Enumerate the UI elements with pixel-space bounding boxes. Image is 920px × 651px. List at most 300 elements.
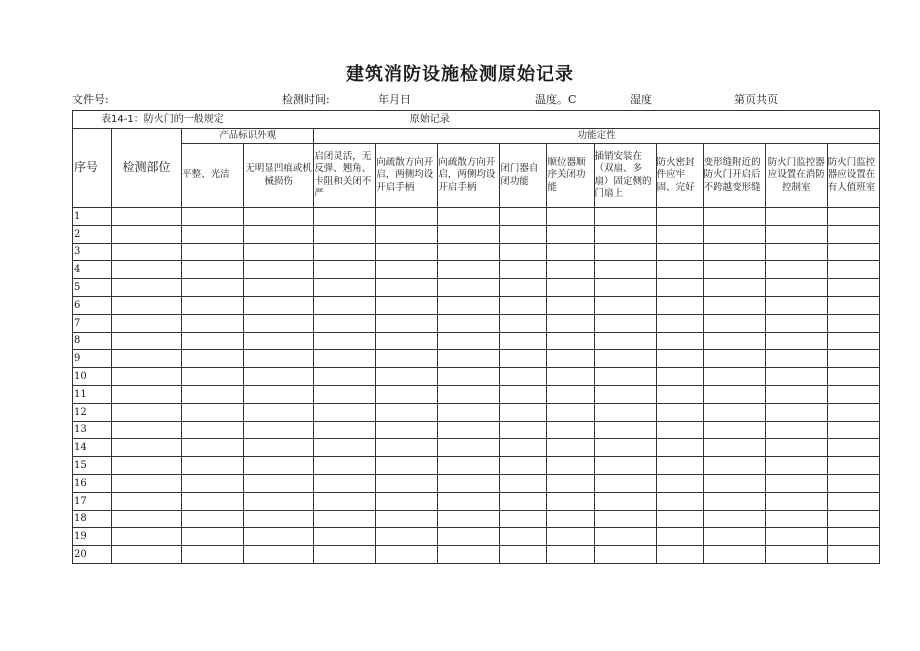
entry-cell[interactable] <box>438 332 500 350</box>
data-rows <box>73 208 880 564</box>
entry-cell[interactable] <box>244 368 314 386</box>
entry-cell[interactable] <box>827 457 879 475</box>
entry-cell[interactable] <box>827 528 879 546</box>
entry-cell[interactable] <box>244 261 314 279</box>
entry-cell[interactable] <box>656 439 703 457</box>
entry-cell[interactable] <box>376 225 438 243</box>
entry-cell[interactable] <box>314 332 376 350</box>
entry-cell[interactable] <box>703 439 765 457</box>
entry-cell[interactable] <box>703 403 765 421</box>
entry-cell[interactable] <box>112 243 182 261</box>
entry-cell[interactable] <box>112 385 182 403</box>
entry-cell[interactable] <box>314 261 376 279</box>
row-number: 18 <box>73 510 112 528</box>
entry-cell[interactable] <box>703 350 765 368</box>
entry-cell[interactable] <box>547 279 594 297</box>
entry-cell[interactable] <box>594 279 656 297</box>
entry-cell[interactable] <box>547 368 594 386</box>
entry-cell[interactable] <box>244 314 314 332</box>
entry-cell[interactable] <box>376 279 438 297</box>
entry-cell[interactable] <box>314 296 376 314</box>
entry-cell[interactable] <box>500 261 547 279</box>
entry-cell[interactable] <box>547 403 594 421</box>
entry-cell[interactable] <box>376 243 438 261</box>
entry-cell[interactable] <box>314 225 376 243</box>
entry-cell[interactable] <box>244 350 314 368</box>
col-header-flat-clean: 平整、光洁 <box>182 144 244 208</box>
entry-cell[interactable] <box>244 385 314 403</box>
table-caption <box>73 111 880 129</box>
entry-cell[interactable] <box>182 492 244 510</box>
entry-cell[interactable] <box>244 474 314 492</box>
entry-cell[interactable] <box>656 528 703 546</box>
entry-cell[interactable] <box>500 350 547 368</box>
entry-cell[interactable] <box>244 546 314 564</box>
entry-cell[interactable] <box>703 492 765 510</box>
entry-cell[interactable] <box>314 368 376 386</box>
entry-cell[interactable] <box>376 474 438 492</box>
row-number: 7 <box>73 314 112 332</box>
entry-cell[interactable] <box>547 474 594 492</box>
entry-cell[interactable] <box>547 296 594 314</box>
entry-cell[interactable] <box>182 208 244 226</box>
entry-cell[interactable] <box>500 421 547 439</box>
entry-cell[interactable] <box>112 332 182 350</box>
entry-cell[interactable] <box>594 261 656 279</box>
entry-cell[interactable] <box>500 332 547 350</box>
entry-cell[interactable] <box>594 314 656 332</box>
row-number: 17 <box>73 492 112 510</box>
entry-cell[interactable] <box>594 350 656 368</box>
entry-cell[interactable] <box>182 296 244 314</box>
entry-cell[interactable] <box>594 368 656 386</box>
entry-cell[interactable] <box>703 474 765 492</box>
entry-cell[interactable] <box>827 510 879 528</box>
entry-cell[interactable] <box>827 492 879 510</box>
entry-cell[interactable] <box>438 439 500 457</box>
entry-cell[interactable] <box>438 457 500 475</box>
entry-cell[interactable] <box>182 243 244 261</box>
sequence-header: 序号 <box>73 129 112 208</box>
entry-cell[interactable] <box>656 474 703 492</box>
entry-cell[interactable] <box>182 439 244 457</box>
entry-cell[interactable] <box>547 528 594 546</box>
entry-cell[interactable] <box>182 474 244 492</box>
entry-cell[interactable] <box>765 474 827 492</box>
entry-cell[interactable] <box>112 279 182 297</box>
table-row <box>73 314 880 332</box>
entry-cell[interactable] <box>827 546 879 564</box>
entry-cell[interactable] <box>703 279 765 297</box>
entry-cell[interactable] <box>765 492 827 510</box>
entry-cell[interactable] <box>438 261 500 279</box>
entry-cell[interactable] <box>182 421 244 439</box>
entry-cell[interactable] <box>500 208 547 226</box>
entry-cell[interactable] <box>594 439 656 457</box>
entry-cell[interactable] <box>500 314 547 332</box>
entry-cell[interactable] <box>244 296 314 314</box>
entry-cell[interactable] <box>112 261 182 279</box>
table-row <box>73 385 880 403</box>
entry-cell[interactable] <box>827 279 879 297</box>
entry-cell[interactable] <box>182 350 244 368</box>
page-count-label: 第页共页 <box>734 93 778 106</box>
entry-cell[interactable] <box>438 474 500 492</box>
entry-cell[interactable] <box>594 296 656 314</box>
entry-cell[interactable] <box>827 421 879 439</box>
entry-cell[interactable] <box>314 528 376 546</box>
table-row <box>73 243 880 261</box>
entry-cell[interactable] <box>594 332 656 350</box>
entry-cell[interactable] <box>765 403 827 421</box>
entry-cell[interactable] <box>314 243 376 261</box>
entry-cell[interactable] <box>314 350 376 368</box>
entry-cell[interactable] <box>182 368 244 386</box>
entry-cell[interactable] <box>112 528 182 546</box>
entry-cell[interactable] <box>500 368 547 386</box>
entry-cell[interactable] <box>112 368 182 386</box>
entry-cell[interactable] <box>112 439 182 457</box>
entry-cell[interactable] <box>438 279 500 297</box>
file-number-label: 文件号: <box>72 93 109 106</box>
entry-cell[interactable] <box>244 279 314 297</box>
entry-cell[interactable] <box>244 510 314 528</box>
col-header-door-closer: 闭门器自闭功能 <box>500 144 547 208</box>
entry-cell[interactable] <box>314 314 376 332</box>
entry-cell[interactable] <box>112 403 182 421</box>
entry-cell[interactable] <box>827 243 879 261</box>
entry-cell[interactable] <box>112 492 182 510</box>
entry-cell[interactable] <box>112 208 182 226</box>
entry-cell[interactable] <box>765 385 827 403</box>
entry-cell[interactable] <box>703 528 765 546</box>
entry-cell[interactable] <box>112 350 182 368</box>
entry-cell[interactable] <box>244 439 314 457</box>
entry-cell[interactable] <box>182 225 244 243</box>
entry-cell[interactable] <box>827 474 879 492</box>
entry-cell[interactable] <box>376 350 438 368</box>
entry-cell[interactable] <box>594 528 656 546</box>
entry-cell[interactable] <box>547 225 594 243</box>
entry-cell[interactable] <box>594 225 656 243</box>
entry-cell[interactable] <box>500 279 547 297</box>
row-number: 14 <box>73 439 112 457</box>
entry-cell[interactable] <box>376 492 438 510</box>
entry-cell[interactable] <box>112 510 182 528</box>
entry-cell[interactable] <box>314 279 376 297</box>
entry-cell[interactable] <box>656 279 703 297</box>
row-number: 19 <box>73 528 112 546</box>
entry-cell[interactable] <box>438 243 500 261</box>
entry-cell[interactable] <box>547 208 594 226</box>
entry-cell[interactable] <box>656 208 703 226</box>
entry-cell[interactable] <box>438 510 500 528</box>
entry-cell[interactable] <box>765 279 827 297</box>
entry-cell[interactable] <box>765 261 827 279</box>
entry-cell[interactable] <box>765 528 827 546</box>
entry-cell[interactable] <box>438 208 500 226</box>
col-header-fire-seal: 防火密封件应牢固、完好 <box>656 144 703 208</box>
entry-cell[interactable] <box>827 314 879 332</box>
col-header-bolt-install: 插销安装在（双扇、多扇）固定侧的门扇上 <box>594 144 656 208</box>
entry-cell[interactable] <box>703 368 765 386</box>
entry-cell[interactable] <box>376 261 438 279</box>
entry-cell[interactable] <box>438 296 500 314</box>
entry-cell[interactable] <box>112 421 182 439</box>
entry-cell[interactable] <box>703 243 765 261</box>
entry-cell[interactable] <box>376 314 438 332</box>
entry-cell[interactable] <box>765 510 827 528</box>
row-number: 13 <box>73 421 112 439</box>
entry-cell[interactable] <box>438 403 500 421</box>
entry-cell[interactable] <box>244 492 314 510</box>
row-number: 10 <box>73 368 112 386</box>
row-number: 16 <box>73 474 112 492</box>
entry-cell[interactable] <box>438 528 500 546</box>
row-number: 15 <box>73 457 112 475</box>
entry-cell[interactable] <box>314 421 376 439</box>
entry-cell[interactable] <box>376 546 438 564</box>
entry-cell[interactable] <box>547 439 594 457</box>
entry-cell[interactable] <box>547 243 594 261</box>
entry-cell[interactable] <box>438 368 500 386</box>
entry-cell[interactable] <box>112 457 182 475</box>
entry-cell[interactable] <box>438 421 500 439</box>
entry-cell[interactable] <box>182 279 244 297</box>
entry-cell[interactable] <box>500 403 547 421</box>
entry-cell[interactable] <box>314 208 376 226</box>
entry-cell[interactable] <box>594 421 656 439</box>
entry-cell[interactable] <box>656 457 703 475</box>
entry-cell[interactable] <box>182 332 244 350</box>
entry-cell[interactable] <box>765 350 827 368</box>
entry-cell[interactable] <box>244 421 314 439</box>
entry-cell[interactable] <box>765 457 827 475</box>
entry-cell[interactable] <box>182 546 244 564</box>
table-row <box>73 457 880 475</box>
entry-cell[interactable] <box>547 350 594 368</box>
entry-cell[interactable] <box>827 296 879 314</box>
entry-cell[interactable] <box>182 528 244 546</box>
entry-cell[interactable] <box>594 510 656 528</box>
entry-cell[interactable] <box>376 439 438 457</box>
entry-cell[interactable] <box>112 225 182 243</box>
entry-cell[interactable] <box>182 314 244 332</box>
row-number: 12 <box>73 403 112 421</box>
entry-cell[interactable] <box>500 492 547 510</box>
entry-cell[interactable] <box>765 243 827 261</box>
entry-cell[interactable] <box>244 332 314 350</box>
entry-cell[interactable] <box>244 208 314 226</box>
entry-cell[interactable] <box>827 208 879 226</box>
entry-cell[interactable] <box>765 225 827 243</box>
entry-cell[interactable] <box>376 510 438 528</box>
entry-cell[interactable] <box>656 546 703 564</box>
entry-cell[interactable] <box>500 546 547 564</box>
entry-cell[interactable] <box>827 368 879 386</box>
function-group-header: 功能定性 <box>314 129 880 144</box>
entry-cell[interactable] <box>703 457 765 475</box>
entry-cell[interactable] <box>765 421 827 439</box>
entry-cell[interactable] <box>438 492 500 510</box>
row-number: 11 <box>73 385 112 403</box>
table-row <box>73 492 880 510</box>
entry-cell[interactable] <box>656 403 703 421</box>
entry-cell[interactable] <box>500 385 547 403</box>
entry-cell[interactable] <box>547 457 594 475</box>
entry-cell[interactable] <box>594 474 656 492</box>
entry-cell[interactable] <box>547 421 594 439</box>
entry-cell[interactable] <box>765 314 827 332</box>
entry-cell[interactable] <box>314 546 376 564</box>
entry-cell[interactable] <box>547 314 594 332</box>
entry-cell[interactable] <box>703 296 765 314</box>
entry-cell[interactable] <box>376 332 438 350</box>
entry-cell[interactable] <box>656 296 703 314</box>
entry-cell[interactable] <box>314 457 376 475</box>
entry-cell[interactable] <box>244 243 314 261</box>
entry-cell[interactable] <box>500 225 547 243</box>
table-row <box>73 528 880 546</box>
entry-cell[interactable] <box>656 368 703 386</box>
entry-cell[interactable] <box>594 403 656 421</box>
entry-cell[interactable] <box>112 546 182 564</box>
entry-cell[interactable] <box>594 457 656 475</box>
entry-cell[interactable] <box>376 368 438 386</box>
table-row <box>73 368 880 386</box>
entry-cell[interactable] <box>182 510 244 528</box>
entry-cell[interactable] <box>656 510 703 528</box>
humidity-label: 湿度 <box>630 93 652 106</box>
entry-cell[interactable] <box>765 208 827 226</box>
entry-cell[interactable] <box>703 261 765 279</box>
entry-cell[interactable] <box>438 546 500 564</box>
inspection-record-table <box>72 110 880 564</box>
original-record-label: 原始记录 <box>409 114 450 125</box>
entry-cell[interactable] <box>765 546 827 564</box>
entry-cell[interactable] <box>244 403 314 421</box>
table-row <box>73 261 880 279</box>
entry-cell[interactable] <box>244 528 314 546</box>
entry-cell[interactable] <box>547 510 594 528</box>
table-caption-text: 表14-1：防火门的一般规定 <box>101 114 224 125</box>
col-header-monitor-duty-room: 防火门监控器应设置在有人值班室 <box>827 144 879 208</box>
entry-cell[interactable] <box>656 332 703 350</box>
entry-cell[interactable] <box>500 474 547 492</box>
row-number: 8 <box>73 332 112 350</box>
entry-cell[interactable] <box>547 261 594 279</box>
entry-cell[interactable] <box>376 528 438 546</box>
entry-cell[interactable] <box>594 385 656 403</box>
entry-cell[interactable] <box>703 225 765 243</box>
entry-cell[interactable] <box>438 350 500 368</box>
entry-cell[interactable] <box>594 492 656 510</box>
entry-cell[interactable] <box>547 332 594 350</box>
entry-cell[interactable] <box>182 403 244 421</box>
entry-cell[interactable] <box>314 403 376 421</box>
entry-cell[interactable] <box>112 296 182 314</box>
entry-cell[interactable] <box>376 421 438 439</box>
entry-cell[interactable] <box>703 208 765 226</box>
entry-cell[interactable] <box>594 243 656 261</box>
entry-cell[interactable] <box>376 385 438 403</box>
entry-cell[interactable] <box>438 314 500 332</box>
entry-cell[interactable] <box>112 314 182 332</box>
entry-cell[interactable] <box>438 225 500 243</box>
entry-cell[interactable] <box>656 385 703 403</box>
entry-cell[interactable] <box>656 350 703 368</box>
entry-cell[interactable] <box>827 225 879 243</box>
entry-cell[interactable] <box>594 208 656 226</box>
entry-cell[interactable] <box>314 385 376 403</box>
entry-cell[interactable] <box>703 385 765 403</box>
entry-cell[interactable] <box>703 510 765 528</box>
entry-cell[interactable] <box>703 546 765 564</box>
entry-cell[interactable] <box>376 296 438 314</box>
entry-cell[interactable] <box>765 296 827 314</box>
entry-cell[interactable] <box>827 350 879 368</box>
entry-cell[interactable] <box>656 243 703 261</box>
entry-cell[interactable] <box>703 314 765 332</box>
row-number: 1 <box>73 208 112 226</box>
entry-cell[interactable] <box>500 296 547 314</box>
entry-cell[interactable] <box>765 439 827 457</box>
entry-cell[interactable] <box>182 457 244 475</box>
row-number: 2 <box>73 225 112 243</box>
entry-cell[interactable] <box>827 332 879 350</box>
entry-cell[interactable] <box>244 225 314 243</box>
entry-cell[interactable] <box>182 385 244 403</box>
entry-cell[interactable] <box>827 439 879 457</box>
entry-cell[interactable] <box>500 457 547 475</box>
entry-cell[interactable] <box>594 546 656 564</box>
entry-cell[interactable] <box>500 528 547 546</box>
table-row <box>73 332 880 350</box>
entry-cell[interactable] <box>314 510 376 528</box>
entry-cell[interactable] <box>314 474 376 492</box>
entry-cell[interactable] <box>182 261 244 279</box>
entry-cell[interactable] <box>376 208 438 226</box>
entry-cell[interactable] <box>376 457 438 475</box>
entry-cell[interactable] <box>547 385 594 403</box>
entry-cell[interactable] <box>827 261 879 279</box>
entry-cell[interactable] <box>112 474 182 492</box>
entry-cell[interactable] <box>500 510 547 528</box>
entry-cell[interactable] <box>500 243 547 261</box>
entry-cell[interactable] <box>656 261 703 279</box>
entry-cell[interactable] <box>656 421 703 439</box>
col-header-monitor-control-room: 防火门监控器应设置在消防控制室 <box>765 144 827 208</box>
entry-cell[interactable] <box>314 492 376 510</box>
entry-cell[interactable] <box>703 332 765 350</box>
entry-cell[interactable] <box>703 421 765 439</box>
entry-cell[interactable] <box>244 457 314 475</box>
table-row <box>73 403 880 421</box>
entry-cell[interactable] <box>656 314 703 332</box>
entry-cell[interactable] <box>827 385 879 403</box>
entry-cell[interactable] <box>765 332 827 350</box>
entry-cell[interactable] <box>438 385 500 403</box>
entry-cell[interactable] <box>547 492 594 510</box>
entry-cell[interactable] <box>500 439 547 457</box>
entry-cell[interactable] <box>765 368 827 386</box>
entry-cell[interactable] <box>376 403 438 421</box>
entry-cell[interactable] <box>656 225 703 243</box>
entry-cell[interactable] <box>827 403 879 421</box>
entry-cell[interactable] <box>656 492 703 510</box>
entry-cell[interactable] <box>314 439 376 457</box>
entry-cell[interactable] <box>547 546 594 564</box>
